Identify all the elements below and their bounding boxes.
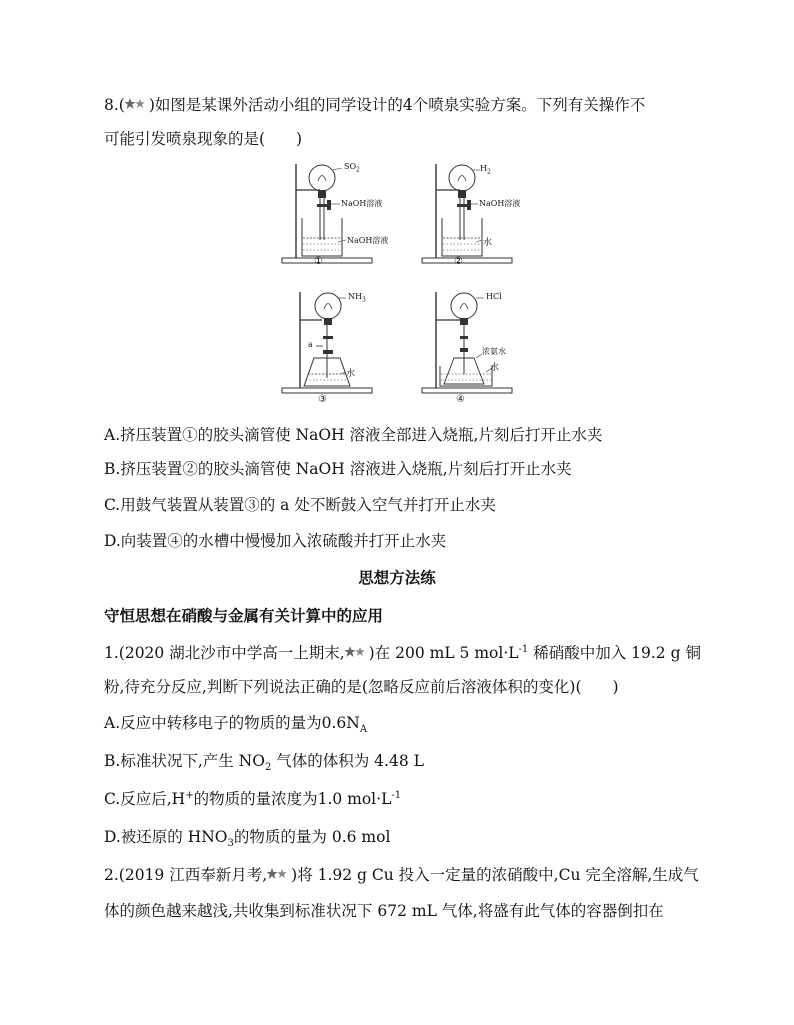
difficulty-star-icon — [125, 97, 149, 111]
q1-option-c — [104, 788, 401, 810]
apparatus-figure-2 — [420, 160, 540, 270]
fig2-gas-sub: 2 — [486, 168, 491, 176]
q1-option-a — [104, 712, 367, 734]
q1-stem-a: )在 200 mL 5 mol·L — [368, 644, 519, 662]
q8-option-b: B.挤压装置②的胶头滴管使 NaOH 溶液进入烧瓶,片刻后打开止水夹 — [104, 460, 572, 478]
q1-c-text: C.反应后,H — [104, 790, 186, 808]
fig1-gas: SO — [344, 162, 357, 171]
q1-b-sub: 2 — [264, 762, 272, 774]
fig3-gas: NH — [348, 292, 362, 301]
q8-number: 8.( — [104, 96, 125, 114]
q8-line2: 可能引发喷泉现象的是( ) — [104, 130, 303, 148]
q1-option-d — [104, 826, 390, 848]
q1-c-sup2: -1 — [391, 789, 402, 801]
section-title: 思想方法练 — [358, 568, 436, 587]
q1-b-text: B.标准状况下,产生 NO — [104, 752, 265, 770]
apparatus-figure-3 — [280, 288, 400, 410]
q2-stem: )将 1.92 g Cu 投入一定量的浓硝酸中,Cu 完全溶解,生成气 — [291, 866, 699, 884]
q1-c-sup: + — [185, 789, 194, 801]
q8-stem: )如图是某课外活动小组的同学设计的4个喷泉实验方案。下列有关操作不 — [148, 96, 646, 114]
fig1-gas-sub: 2 — [356, 166, 360, 174]
fig3-gas-sub: 3 — [361, 296, 366, 304]
fig4-liquid: 水 — [490, 363, 500, 373]
q2-line2: 体的颜色越来越浅,共收集到标准状况下 672 mL 气体,将盛有此气体的容器倒扣在 — [104, 902, 664, 920]
section-subtitle: 守恒思想在硝酸与金属有关计算中的应用 — [104, 606, 384, 625]
fig2-liquid: 水 — [483, 238, 493, 248]
fig1-caption: ① — [314, 256, 323, 267]
q1-d-text: D.被还原的 HNO — [104, 828, 228, 846]
fig3-liquid: 水 — [346, 369, 356, 379]
q1-line2: 粉,待充分反应,判断下列说法正确的是(忽略反应前后溶液体积的变化)( ) — [104, 678, 619, 696]
q1-a-sub: A — [359, 724, 368, 736]
fig3-caption: ③ — [318, 394, 327, 405]
q8-line1 — [104, 94, 645, 116]
q1-line1 — [104, 642, 701, 664]
q1-d-sub: 3 — [227, 838, 234, 850]
fig3-point-a: a — [308, 340, 313, 349]
apparatus-figure-4 — [420, 288, 540, 410]
difficulty-star-icon — [267, 867, 291, 881]
q8-option-c: C.用鼓气装置从装置③的 a 处不断鼓入空气并打开止水夹 — [104, 496, 496, 514]
q1-sup: -1 — [518, 643, 529, 655]
fig2-gas: H — [480, 164, 487, 173]
q8-option-a: A.挤压装置①的胶头滴管使 NaOH 溶液全部进入烧瓶,片刻后打开止水夹 — [104, 426, 603, 444]
q1-b-post: 气体的体积为 4.48 L — [271, 752, 424, 770]
q1-stem-b: 稀硝酸中加入 19.2 g 铜 — [528, 644, 701, 662]
difficulty-star-icon — [345, 645, 369, 659]
fig4-caption: ④ — [456, 394, 465, 405]
fig4-gas: HCl — [486, 292, 502, 301]
q8-option-d: D.向装置④的水槽中慢慢加入浓硫酸并打开止水夹 — [104, 532, 447, 550]
fig1-dropper: NaOH溶液 — [341, 199, 383, 208]
fig2-dropper: NaOH溶液 — [479, 199, 521, 208]
fig2-caption: ② — [454, 256, 463, 267]
q1-d-post: 的物质的量为 0.6 mol — [233, 828, 391, 846]
q2-line1 — [104, 864, 699, 886]
fig4-vessel: 浓氨水 — [482, 347, 506, 356]
q1-c-mid: 的物质的量浓度为1.0 mol·L — [193, 790, 392, 808]
q1-option-b — [104, 750, 424, 772]
q2-source: 2.(2019 江西奉新月考, — [104, 866, 268, 884]
fig1-liquid: NaOH溶液 — [347, 236, 389, 245]
q1-source: 1.(2020 湖北沙市中学高一上期末, — [104, 644, 345, 662]
apparatus-figure-1 — [280, 160, 400, 270]
q1-a-text: A.反应中转移电子的物质的量为0.6N — [104, 714, 360, 732]
